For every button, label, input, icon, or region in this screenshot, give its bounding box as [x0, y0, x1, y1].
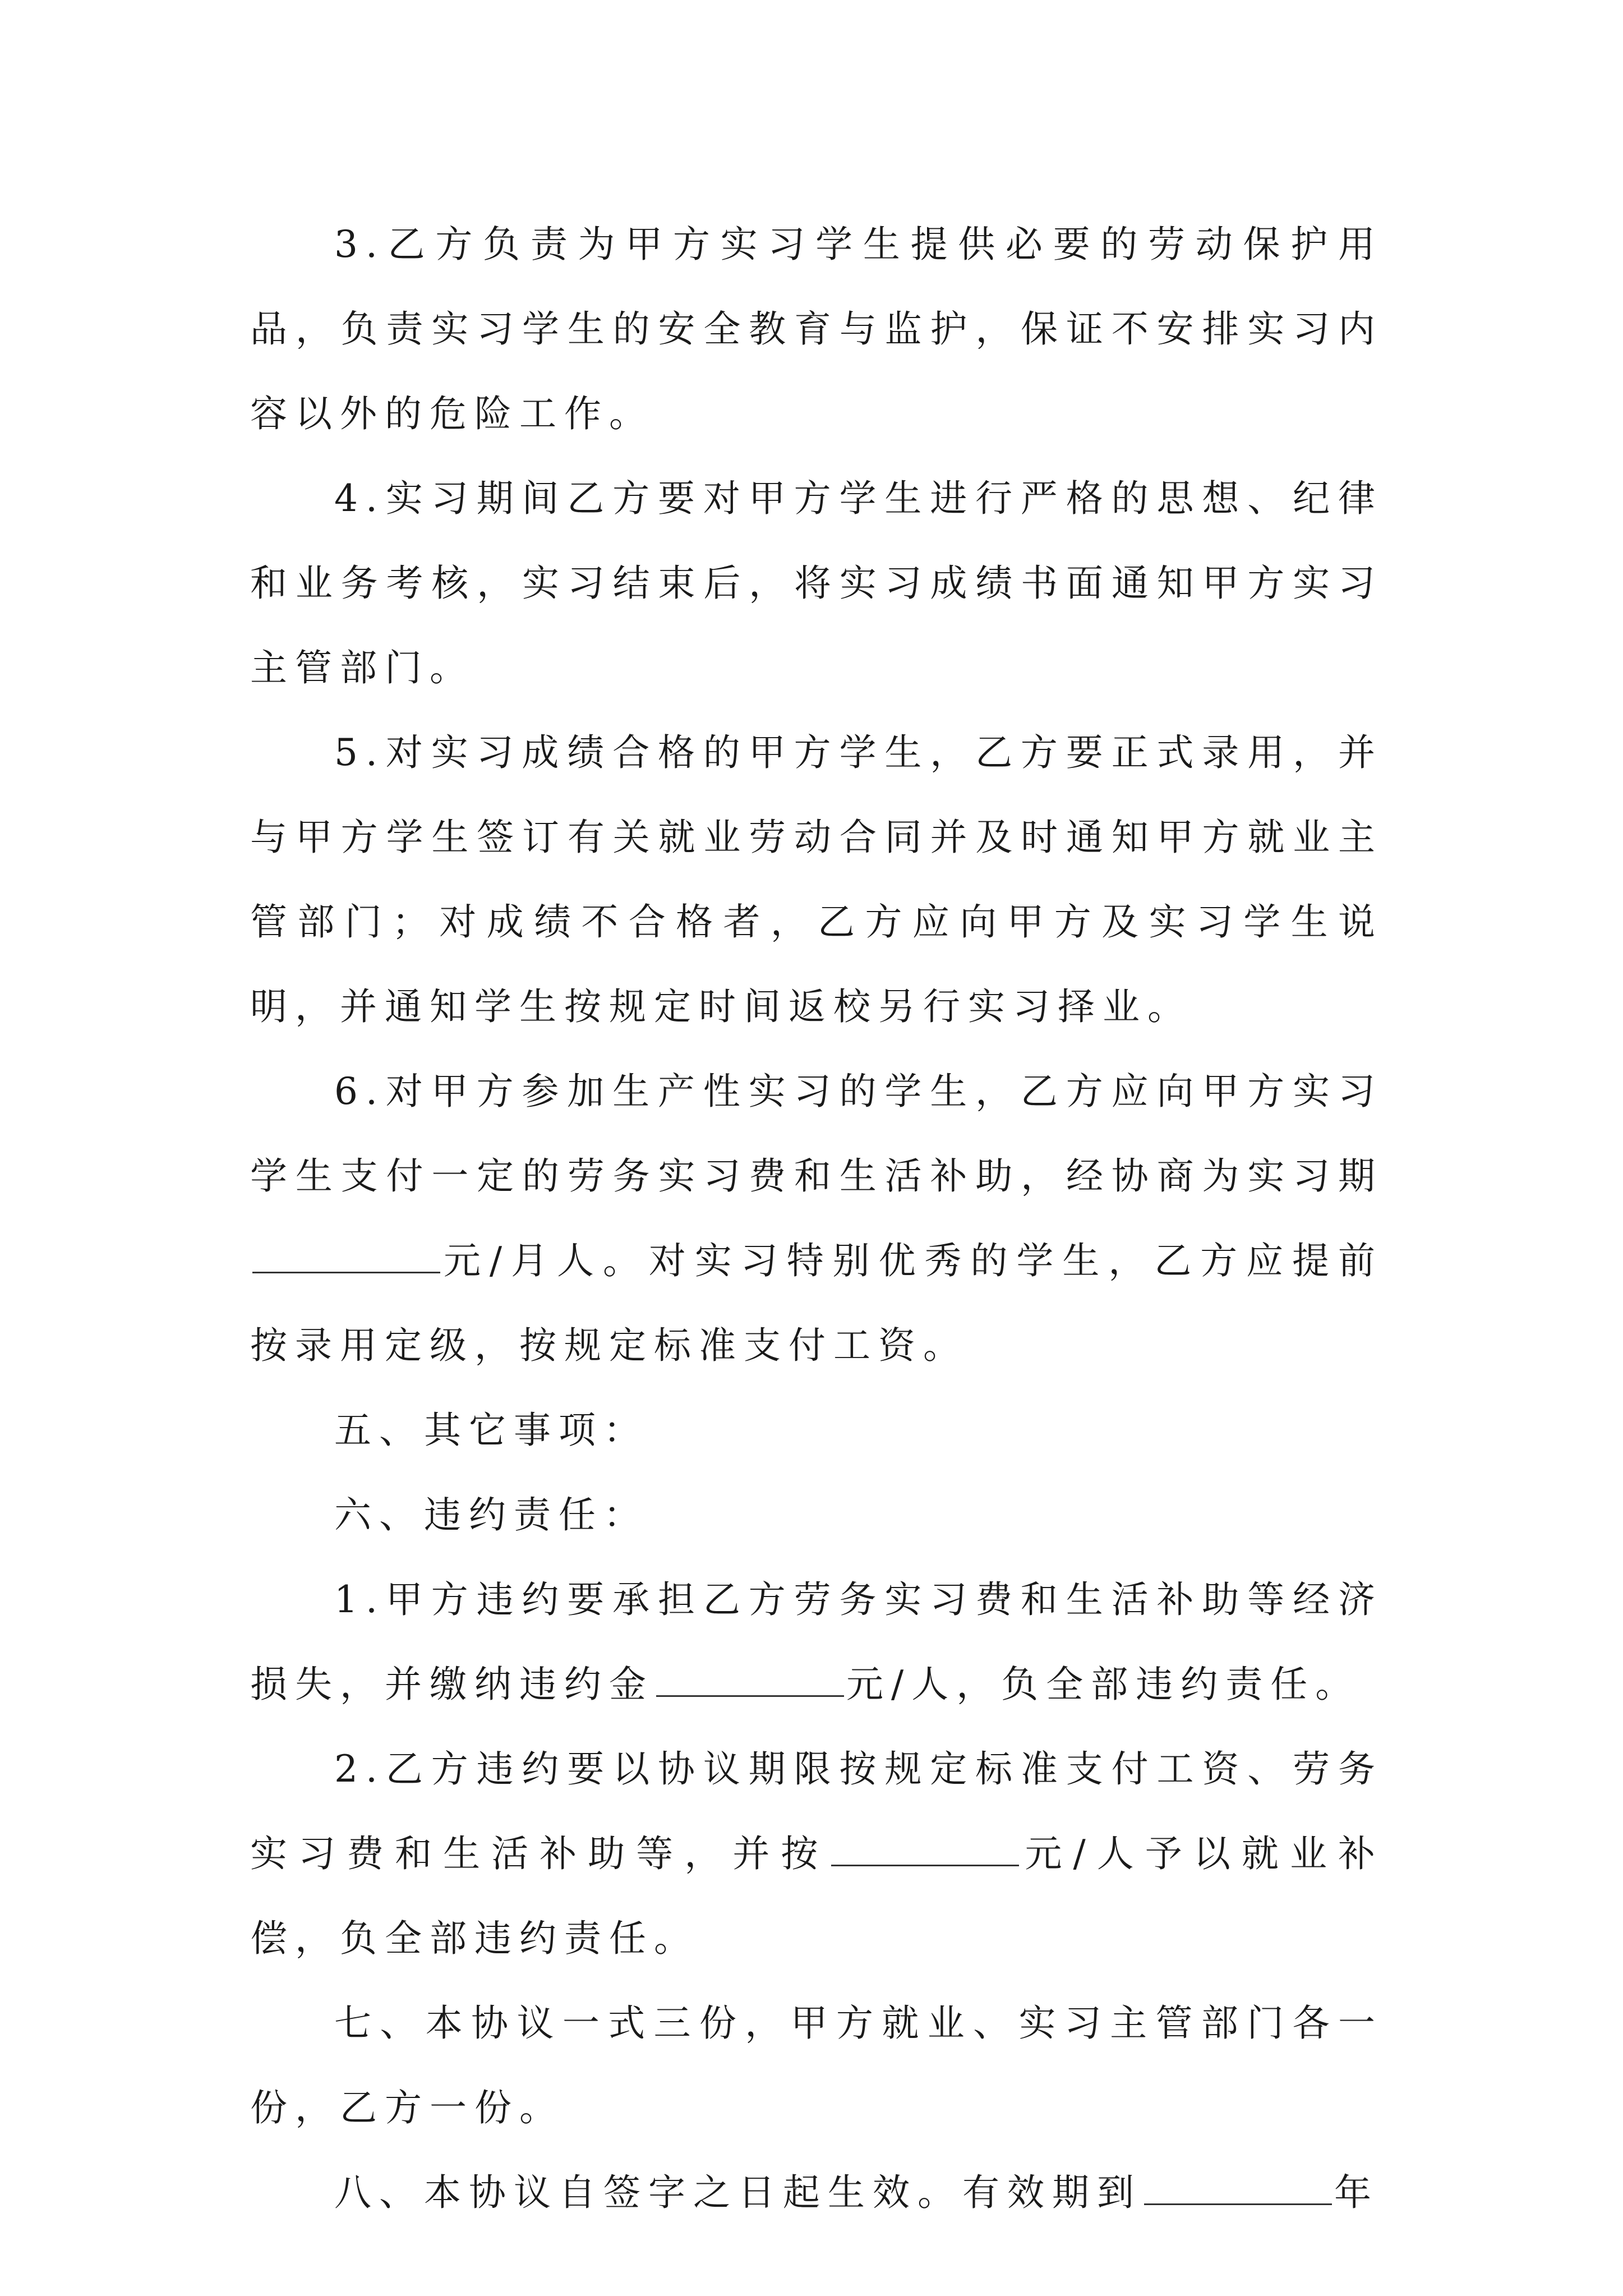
- breach-clause-1-text-before: 1.甲方违约要承担乙方劳务实习费和生活补助等经济损失，并缴纳违约金: [250, 1578, 1383, 1706]
- blank-field-expiry-year: [1144, 2203, 1332, 2205]
- blank-field-penalty: [656, 1695, 844, 1697]
- breach-clause-1-text-after: 元/人，负全部违约责任。: [846, 1663, 1361, 1706]
- section-7: 七、本协议一式三份，甲方就业、实习主管部门各一份，乙方一份。: [250, 2001, 1383, 2129]
- breach-clause-2: [250, 1727, 1383, 1981]
- blank-field-allowance: [252, 1271, 440, 1273]
- breach-clause-1: [250, 1557, 1383, 1727]
- blank-field-compensation: [831, 1864, 1019, 1866]
- section-8-text-before: 八、本协议自签字之日起生效。有效期到: [334, 2171, 1142, 2214]
- clause-6-text-after: 元/月人。对实习特别优秀的学生，乙方应提前按录用定级，按规定标准支付工资。: [250, 1239, 1383, 1367]
- section-8: [250, 2150, 1383, 2235]
- section-8-text-after: 年: [1334, 2171, 1379, 2214]
- clause-5: 5.对实习成绩合格的甲方学生，乙方要正式录用，并与甲方学生签订有关就业劳动合同并及时通知甲方就业主管部门；对成绩不合格者，乙方应向甲方及实习学生说明，并通知学生按规定时间返校另行实习择业。: [250, 731, 1383, 1028]
- section-5-heading: 五、其它事项：: [334, 1409, 648, 1452]
- clause-4: 4.实习期间乙方要对甲方学生进行严格的思想、纪律和业务考核，实习结束后，将实习成绩书面通知甲方实习主管部门。: [250, 477, 1383, 689]
- breach-clause-2-text-before: 2.乙方违约要以协议期限按规定标准支付工资、劳务实习费和生活补助等，并按: [250, 1747, 1383, 1875]
- clause-6: [250, 1049, 1383, 1388]
- clause-6-text-before: 6.对甲方参加生产性实习的学生，乙方应向甲方实习学生支付一定的劳务实习费和生活补助，经协商为实习期: [250, 1070, 1383, 1198]
- document-body: [250, 202, 1383, 2235]
- section-6-heading: 六、违约责任：: [334, 1493, 648, 1536]
- breach-clause-2-text-after: 元/人予以就业补偿，负全部违约责任。: [250, 1832, 1383, 1960]
- clause-3: 3.乙方负责为甲方实习学生提供必要的劳动保护用品，负责实习学生的安全教育与监护，保证不安排实习内容以外的危险工作。: [250, 223, 1383, 435]
